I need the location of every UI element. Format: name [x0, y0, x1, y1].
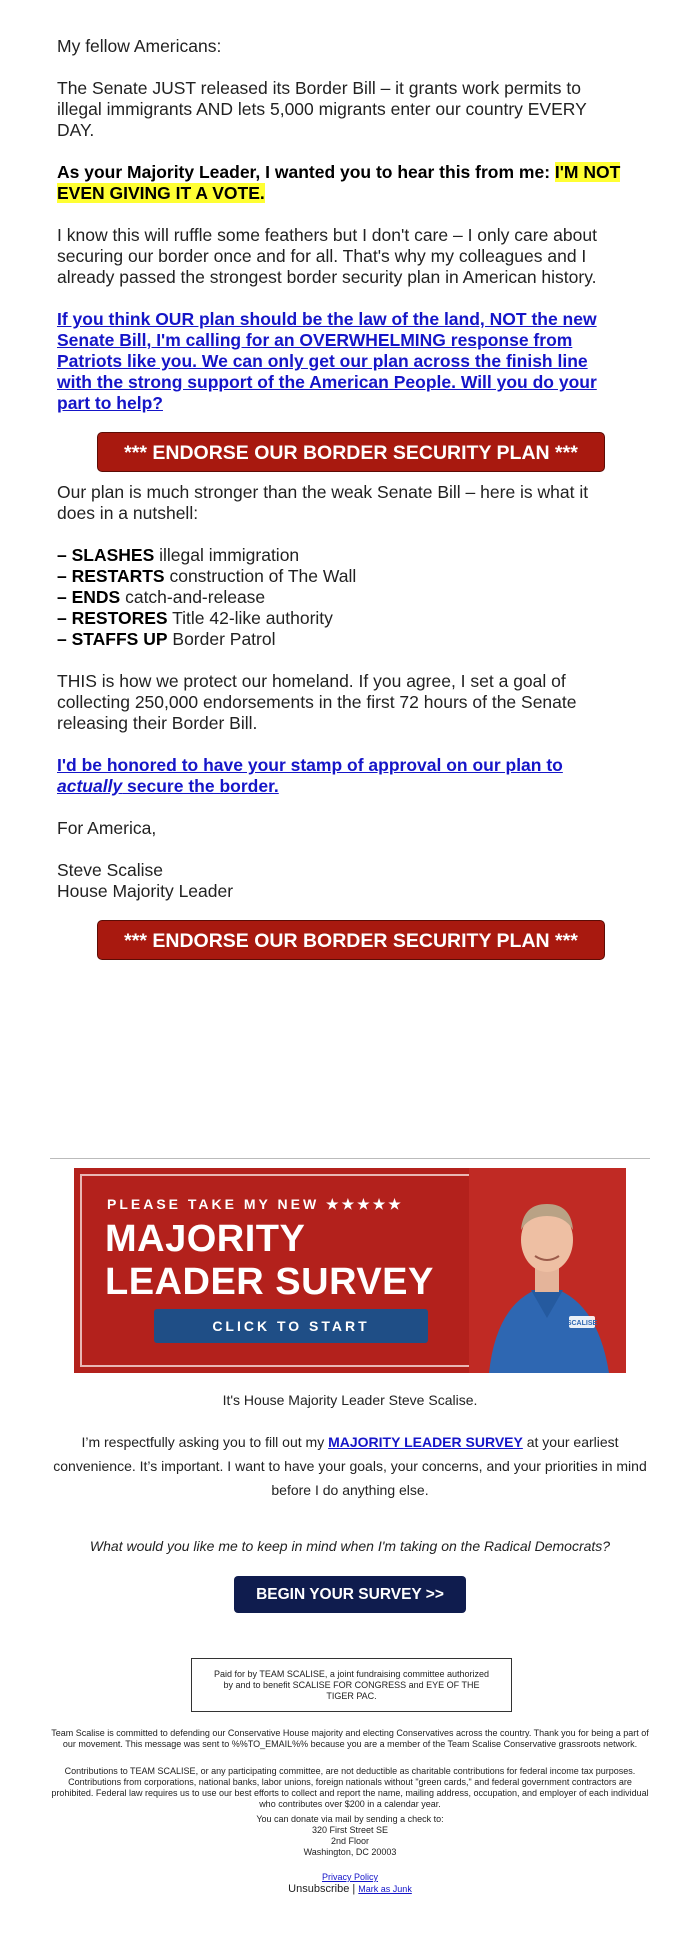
section-divider [50, 1158, 650, 1159]
paragraph-majority-leader [57, 162, 625, 204]
address-line: Washington, DC 20003 [303, 1847, 397, 1857]
survey-banner[interactable] [74, 1168, 626, 1373]
point-text: illegal immigration [154, 545, 300, 565]
list-item [57, 545, 625, 566]
point-keyword: – RESTARTS [57, 566, 165, 586]
approval-link[interactable] [57, 755, 563, 796]
begin-survey-button[interactable]: BEGIN YOUR SURVEY >> [234, 1576, 466, 1613]
portrait-image [469, 1168, 626, 1373]
mark-as-junk-link[interactable]: Mark as Junk [358, 1884, 412, 1894]
endorse-plan-button-2[interactable]: *** ENDORSE OUR BORDER SECURITY PLAN *** [97, 920, 605, 960]
banner-kicker: PLEASE TAKE MY NEW ★★★★★ [107, 1196, 404, 1212]
point-keyword: – ENDS [57, 587, 121, 607]
paragraph-ruffle-feathers: I know this will ruffle some feathers but I don't care – I only care about securing our border once and for all. That's why my colleagues and I already passed the strongest border security plan in American history. [57, 225, 597, 287]
highlighted-statement: I'M NOT EVEN GIVING IT A VOTE. [57, 162, 621, 203]
point-text: Title 42-like authority [167, 608, 333, 628]
legal-contributions: Contributions to TEAM SCALISE, or any participating committee, are not deductible as charitable contributions for federal income tax purposes. Contributions from corporations, national banks, labor unions, foreign nationals without "green cards," and federal government contractors are prohibited. Federal law requires us to use our best efforts to collect and report the name, mailing address, occupation, and employer of each individual who contributes over $200 in a calendar year. [51, 1766, 649, 1809]
footer-links [50, 1872, 650, 1896]
signature-title: House Majority Leader [57, 881, 234, 901]
unsubscribe-link[interactable]: Unsubscribe [288, 1883, 350, 1895]
banner-title-line2: LEADER SURVEY [105, 1261, 434, 1303]
survey-ask [50, 1430, 650, 1502]
approval-link-emphasis: actually [57, 776, 123, 796]
link-separator: | [349, 1883, 359, 1895]
approval-link-text: I'd be honored to have your stamp of approval on our plan to [57, 755, 563, 775]
signature [57, 860, 625, 902]
paragraph-homeland: THIS is how we protect our homeland. If you agree, I set a goal of collecting 250,000 endorsements in the first 72 hours of the Senate releasing their Border Bill. [57, 671, 577, 733]
endorse-plan-button[interactable]: *** ENDORSE OUR BORDER SECURITY PLAN *** [97, 432, 605, 472]
privacy-policy-link[interactable]: Privacy Policy [321, 1872, 378, 1882]
address-line: 2nd Floor [330, 1836, 370, 1846]
survey-question: What would you like me to keep in mind when I'm taking on the Radical Democrats? [89, 1538, 611, 1554]
plan-points-list [57, 545, 625, 650]
closing: For America, [57, 818, 157, 838]
point-text: construction of The Wall [164, 566, 357, 586]
survey-ask-text-end: at your earliest convenience. It’s important. I want to have your goals, your concerns, and your priorities in mind before I do anything else. [53, 1434, 647, 1498]
click-to-start-button[interactable]: CLICK TO START [154, 1309, 428, 1343]
paragraph-cta-link [57, 309, 625, 414]
point-keyword: – SLASHES [57, 545, 155, 565]
list-item [57, 608, 625, 629]
mail-intro: You can donate via mail by sending a check to: [256, 1814, 444, 1824]
list-item [57, 629, 625, 650]
list-item [57, 587, 625, 608]
banner-title [105, 1218, 434, 1304]
list-item [57, 566, 625, 587]
paragraph-approval-link [57, 755, 625, 797]
banner-title-line1: MAJORITY [105, 1218, 306, 1260]
signature-name: Steve Scalise [57, 860, 164, 880]
point-keyword: – RESTORES [57, 608, 168, 628]
letter-body [57, 36, 625, 960]
bold-statement: As your Majority Leader, I wanted you to hear this from me: [57, 162, 555, 182]
greeting: My fellow Americans: [57, 36, 222, 56]
paid-for-disclaimer: Paid for by TEAM SCALISE, a joint fundraising committee authorized by and to benefit SCALISE FOR CONGRESS and EYE OF THE TIGER PAC. [191, 1658, 512, 1712]
paragraph-senate-bill: The Senate JUST released its Border Bill – it grants work permits to illegal immigrants AND lets 5,000 migrants enter our country EVERY DAY. [57, 78, 587, 140]
point-text: catch-and-release [120, 587, 266, 607]
address-line: 320 First Street SE [311, 1825, 389, 1835]
shirt-logo-text: SCALISE [566, 1320, 598, 1327]
mail-donation [50, 1814, 650, 1858]
survey-intro: It's House Majority Leader Steve Scalise. [222, 1392, 478, 1408]
point-keyword: – STAFFS UP [57, 629, 168, 649]
survey-ask-text: I’m respectfully asking you to fill out my [81, 1434, 329, 1450]
legal-commitment: Team Scalise is committed to defending our Conservative House majority and electing Conservatives across the country. Thank you for being a part of our movement. This message was sent to %%TO_EMAIL%% because you are a member of the Team Scalise Conservative grassroots network. [51, 1728, 649, 1749]
approval-link-text-end: secure the border. [122, 776, 279, 796]
help-link[interactable]: If you think OUR plan should be the law of the land, NOT the new Senate Bill, I'm calling for an OVERWHELMING response from Patriots like you. We can only get our plan across the finish line with the strong support of the American People. Will you do your part to help? [57, 309, 597, 413]
point-text: Border Patrol [167, 629, 276, 649]
majority-leader-survey-link[interactable]: MAJORITY LEADER SURVEY [328, 1434, 523, 1450]
paragraph-plan-intro: Our plan is much stronger than the weak Senate Bill – here is what it does in a nutshell: [57, 482, 589, 523]
